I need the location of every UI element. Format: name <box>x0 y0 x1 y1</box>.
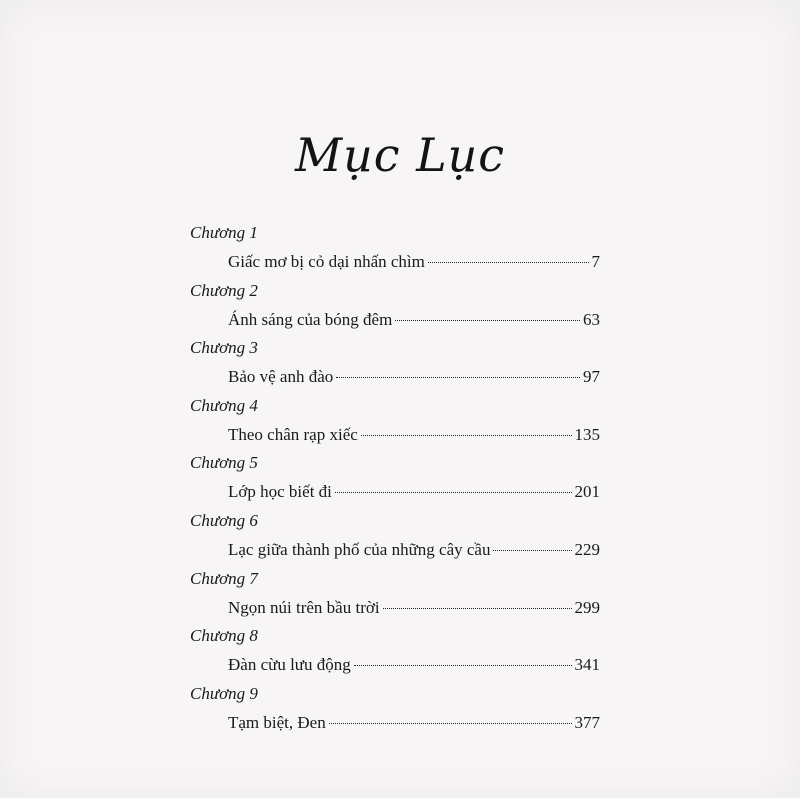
entry-title: Đàn cừu lưu động <box>228 655 351 675</box>
entry-title: Giấc mơ bị cỏ dại nhấn chìm <box>228 252 425 271</box>
entry-title: Ánh sáng của bóng đêm <box>228 309 393 329</box>
toc-entry <box>228 539 600 561</box>
entry-title: Ngọn núi trên bầu trời <box>228 597 380 617</box>
entry-page-number: 135 <box>574 424 600 444</box>
toc-chapter <box>190 337 600 395</box>
entry-page-number: 377 <box>574 712 600 732</box>
entry-page-number: 7 <box>591 252 600 271</box>
entry-page-number: 201 <box>574 482 600 502</box>
chapter-label: Chương 3 <box>190 338 258 358</box>
entry-page-number: 63 <box>583 309 600 329</box>
toc-entry <box>228 712 600 734</box>
toc-chapter <box>190 510 600 568</box>
entry-title: Lạc giữa thành phố của những cây cầu <box>228 539 491 559</box>
toc-entry <box>228 481 600 503</box>
toc-chapter <box>190 222 600 280</box>
table-of-contents <box>190 222 600 740</box>
toc-chapter <box>190 452 600 510</box>
chapter-label: Chương 2 <box>190 280 258 300</box>
entry-title: Theo chân rạp xiếc <box>228 424 358 444</box>
dot-leader <box>354 665 572 666</box>
entry-page-number: 229 <box>574 539 600 559</box>
toc-chapter <box>190 683 600 741</box>
entry-title: Bảo vệ anh đào <box>228 367 334 387</box>
toc-entry <box>228 597 600 619</box>
chapter-label: Chương 4 <box>190 395 258 415</box>
toc-chapter <box>190 280 600 338</box>
dot-leader <box>395 320 580 321</box>
entry-title: Tạm biệt, Đen <box>228 712 326 732</box>
toc-entry <box>228 654 600 676</box>
toc-chapter <box>190 568 600 626</box>
dot-leader <box>428 262 589 263</box>
dot-leader <box>493 550 571 551</box>
chapter-label: Chương 9 <box>190 683 258 703</box>
toc-entry <box>228 366 600 388</box>
chapter-label: Chương 7 <box>190 568 258 588</box>
entry-page-number: 341 <box>574 655 600 675</box>
dot-leader <box>361 435 572 436</box>
dot-leader <box>335 492 572 493</box>
dot-leader <box>383 608 572 609</box>
toc-entry <box>228 309 600 331</box>
toc-chapter <box>190 625 600 683</box>
entry-title: Lớp học biết đi <box>228 482 332 502</box>
chapter-label: Chương 8 <box>190 626 258 646</box>
chapter-label: Chương 5 <box>190 453 258 473</box>
entry-page-number: 97 <box>583 367 600 387</box>
dot-leader <box>336 377 580 378</box>
dot-leader <box>329 723 572 724</box>
chapter-label: Chương 6 <box>190 510 258 530</box>
toc-chapter <box>190 395 600 453</box>
chapter-label: Chương 1 <box>190 223 258 242</box>
toc-entry <box>228 424 600 446</box>
entry-page-number: 299 <box>574 597 600 617</box>
page-title: Mục Lục <box>294 128 506 182</box>
toc-entry <box>228 251 600 273</box>
